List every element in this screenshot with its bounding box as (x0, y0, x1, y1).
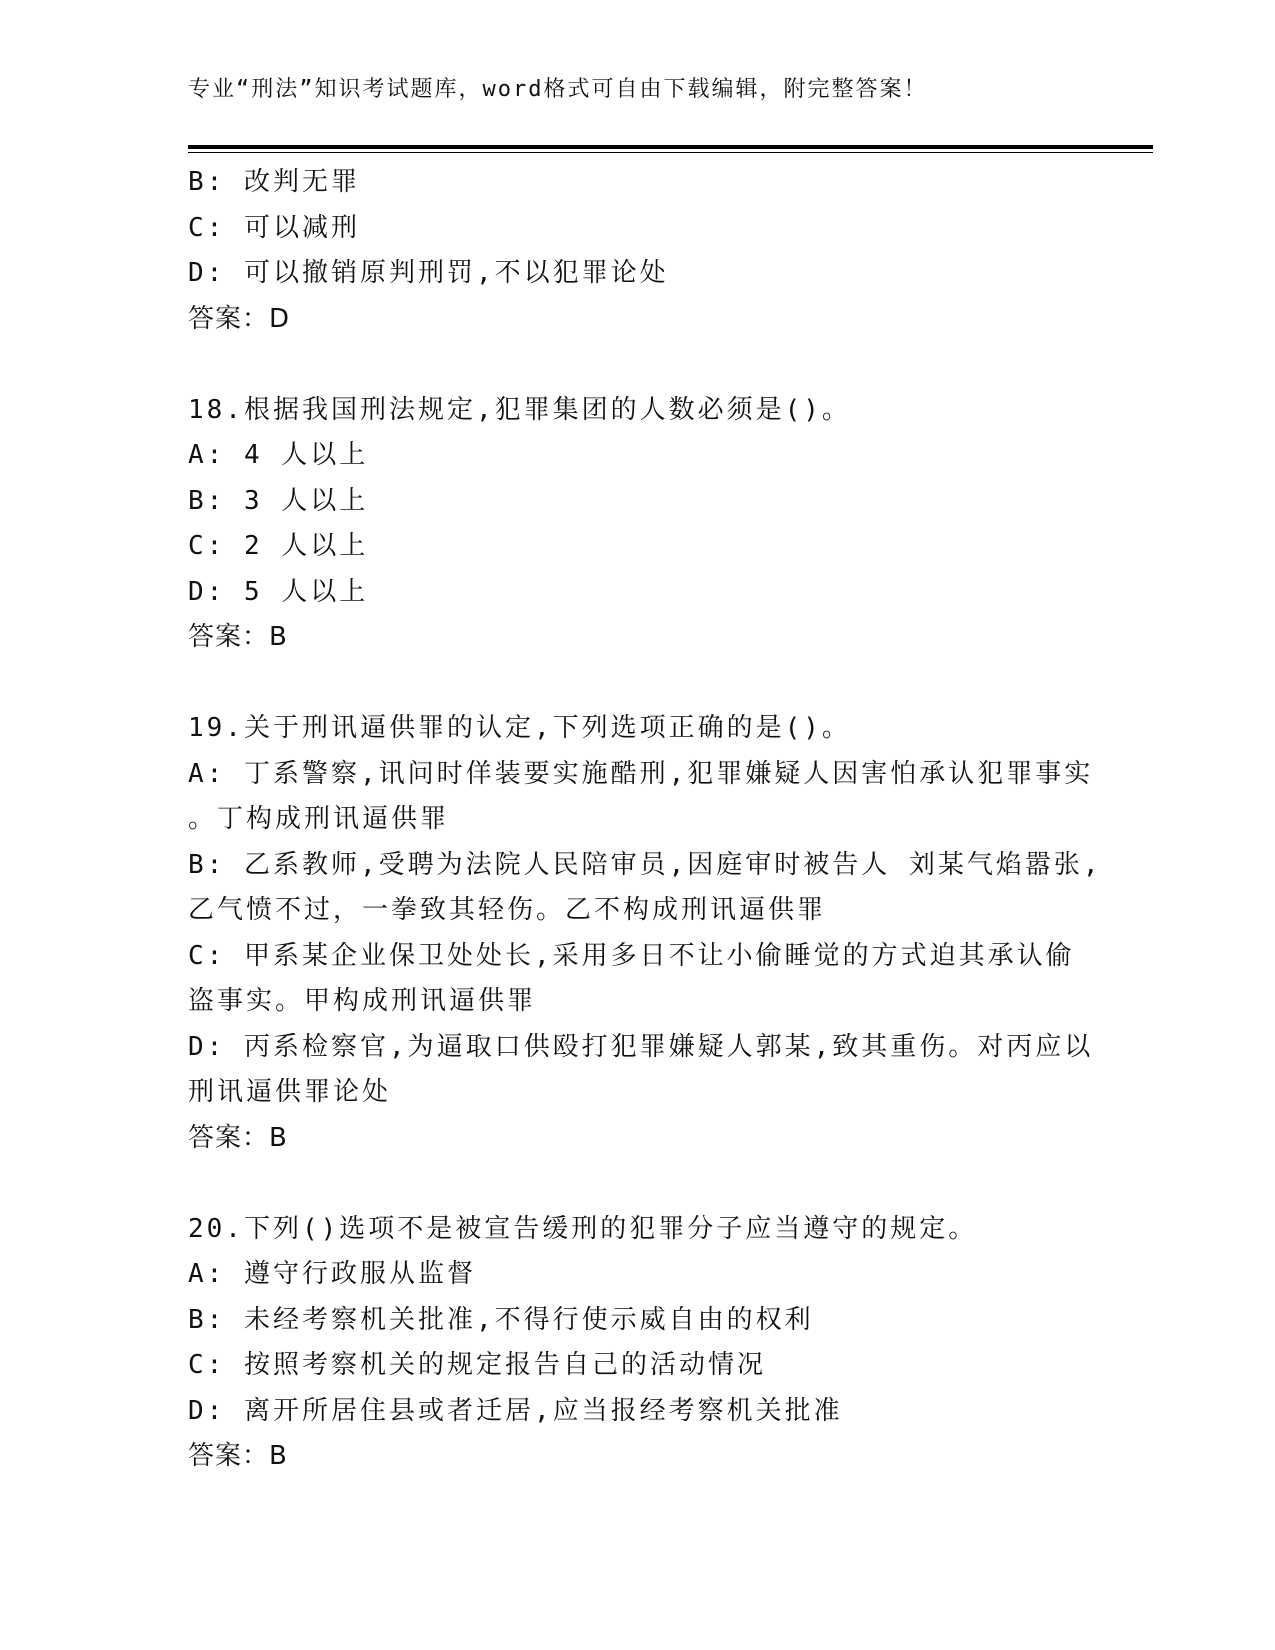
q17-answer: 答案：D (188, 303, 291, 334)
q17-option-b: B: 改判无罪 (188, 167, 360, 197)
q19-option-c-cont: 盗事实。甲构成刑讯逼供罪 (188, 986, 537, 1016)
page-header: 专业“刑法”知识考试题库，word格式可自由下载编辑，附完整答案！ (188, 77, 928, 102)
q19-option-a-cont: 。丁构成刑讯逼供罪 (188, 804, 450, 834)
spacer (188, 1161, 1078, 1207)
q20-answer: 答案：B (188, 1441, 288, 1471)
q19-option-a: A: 丁系警察,讯问时佯装要实施酷刑,犯罪嫌疑人因害怕承认犯罪事实 (188, 758, 1094, 789)
q18-option-d: D: 5 人以上 (188, 576, 369, 607)
q19-answer: 答案：B (188, 1122, 288, 1153)
spacer (188, 661, 1078, 707)
q19-option-b-cont: 乙气愤不过，一拳致其轻伤。乙不构成刑讯逼供罪 (188, 895, 827, 925)
q20-question: 20.下列()选项不是被宣告缓刑的犯罪分子应当遵守的规定。 (188, 1213, 978, 1244)
q18-option-c: C: 2 人以上 (188, 531, 369, 561)
q19-question: 19.关于刑讯逼供罪的认定,下列选项正确的是()。 (188, 713, 851, 743)
q19-option-d-cont: 刑讯逼供罪论处 (188, 1077, 392, 1107)
q19-option-c: C: 甲系某企业保卫处处长,采用多日不让小偷睡觉的方式迫其承认偷 (188, 940, 1075, 971)
header-rule-thin (188, 152, 1153, 153)
q20-option-c: C: 按照考察机关的规定报告自己的活动情况 (188, 1350, 766, 1380)
q20-option-a: A: 遵守行政服从监督 (188, 1259, 476, 1289)
q18-option-a: A: 4 人以上 (188, 440, 369, 470)
header-rule-thick (188, 145, 1153, 149)
q20-option-d: D: 离开所居住县或者迁居,应当报经考察机关批准 (188, 1395, 843, 1426)
q20-option-b: B: 未经考察机关批准,不得行使示威自由的权利 (188, 1304, 814, 1335)
q18-option-b: B: 3 人以上 (188, 485, 369, 516)
q19-option-d: D: 丙系检察官,为逼取口供殴打犯罪嫌疑人郭某,致其重伤。对丙应以 (188, 1031, 1094, 1062)
spacer (188, 342, 1078, 388)
q19-option-b: B: 乙系教师,受聘为法院人民陪审员,因庭审时被告人 刘某气焰嚣张, (188, 849, 1102, 880)
question-content (188, 160, 1102, 1480)
q18-question: 18.根据我国刑法规定,犯罪集团的人数必须是()。 (188, 394, 851, 425)
q17-option-c: C: 可以减刑 (188, 212, 360, 243)
q18-answer: 答案：B (188, 622, 288, 652)
q17-option-d: D: 可以撤销原判刑罚,不以犯罪论处 (188, 258, 669, 288)
